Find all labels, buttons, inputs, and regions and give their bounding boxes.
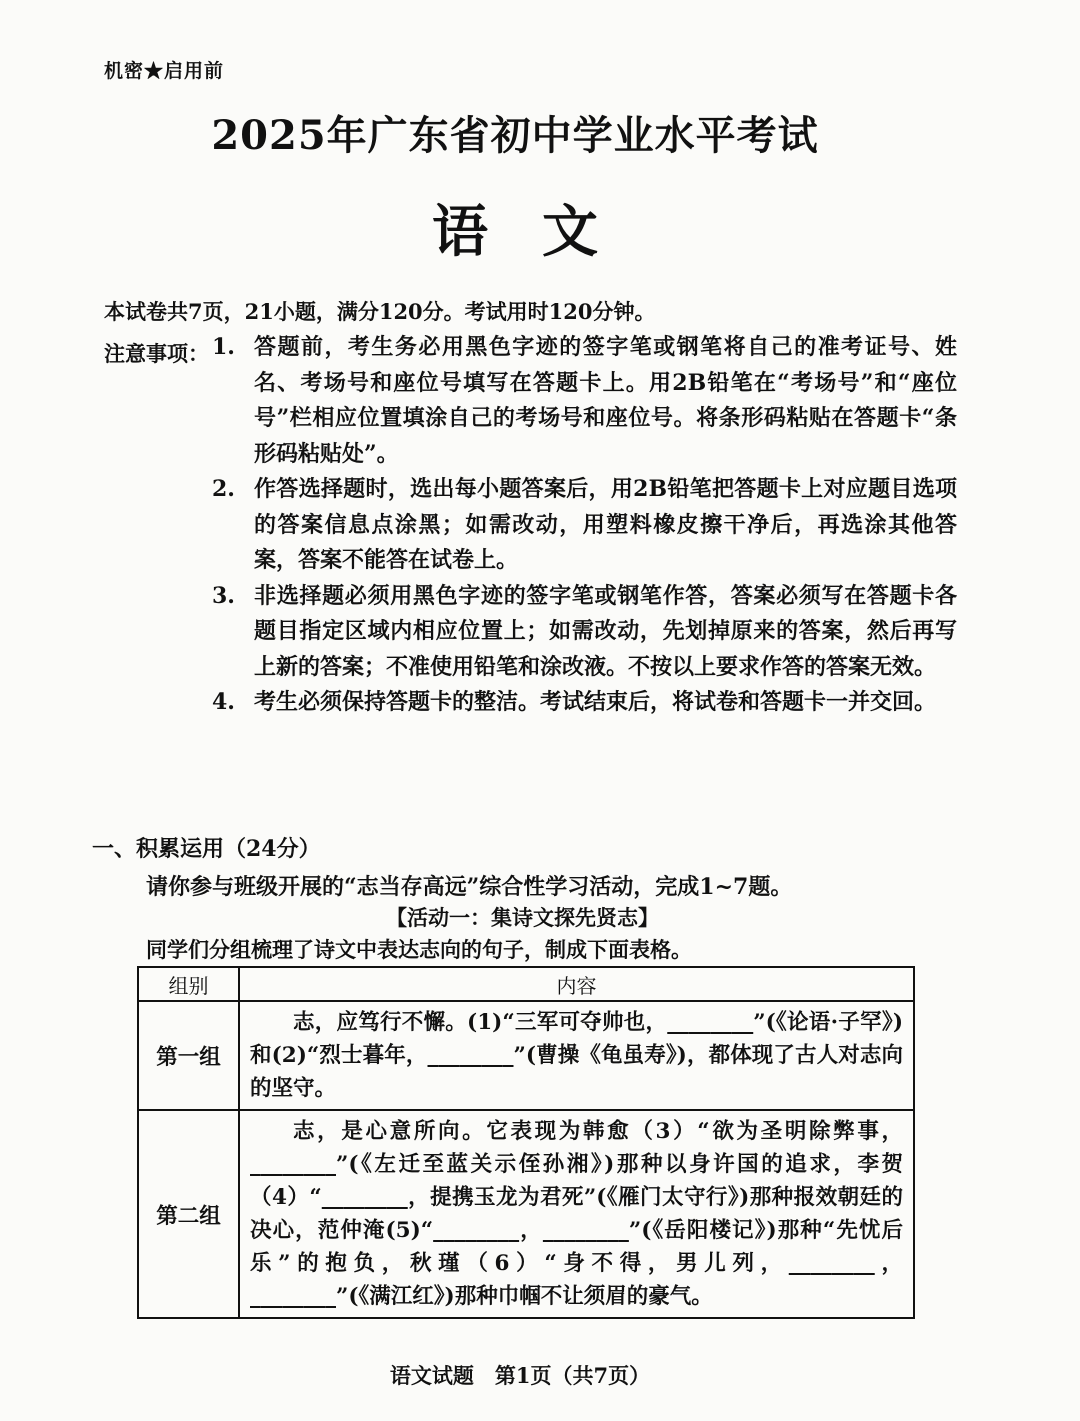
note-number: 4. <box>212 689 235 715</box>
note-number: 3. <box>212 582 235 609</box>
note-text: 考生必须保持答题卡的整洁。考试结束后，将试卷和答题卡一并交回。 <box>254 689 937 715</box>
note-text: 答题前，考生务必用黑色字迹的签字笔或钢笔将自己的准考证号、姓名、考场号和座位号填写在答题卡上。用2B铅笔在“考场号”和“座位号”栏相应位置填涂自己的考场号和座位号。将条形码粘贴在答题卡“条形码粘贴处”。 <box>254 334 957 467</box>
note-item <box>212 685 957 721</box>
confidential-mark: 机密★启用前 <box>104 60 225 82</box>
group-cell: 第二组 <box>138 1110 239 1318</box>
note-number: 1. <box>212 334 235 360</box>
header-group: 组别 <box>138 967 239 1001</box>
table-header-row <box>138 967 914 1001</box>
content-table <box>137 966 915 1319</box>
table-row <box>138 1001 914 1110</box>
note-item <box>212 472 957 579</box>
note-number: 2. <box>212 476 235 502</box>
content-cell <box>239 1110 914 1318</box>
exam-title: 2025年广东省初中学业水平考试 <box>211 112 819 159</box>
notes-label: 注意事项： <box>104 341 209 366</box>
content-cell <box>239 1001 914 1110</box>
exam-info: 本试卷共7页，21小题，满分120分。考试用时120分钟。 <box>104 299 656 324</box>
table-row <box>138 1110 914 1318</box>
activity-title: 【活动一：集诗文探先贤志】 <box>386 905 659 930</box>
header-content: 内容 <box>239 967 914 1001</box>
subject-title: 语文 <box>432 199 652 265</box>
table-intro: 同学们分组梳理了诗文中表达志向的句子，制成下面表格。 <box>146 937 692 962</box>
note-item <box>212 579 957 686</box>
section-title: 一、积累运用（24分） <box>92 836 321 862</box>
content-text: 志，是心意所向。它表现为韩愈（3）“欲为圣明除弊事，________”(《左迁至蓝关示侄孙湘》)那种以身许国的追求，李贺（4）“________，提携玉龙为君死”(《雁门太守行》)那种报效朝廷的决心，范仲淹(5)“________，________”(《岳阳楼记》)那种“先忧后乐”的抱负，秋瑾（6）“身不得，男儿列，________，________”(《满江红》)那种巾帼不让须眉的豪气。 <box>250 1119 903 1309</box>
content-text: 志，应笃行不懈。(1)“三军可夺帅也，________”(《论语·子罕》)和(2)“烈士暮年，________”(曹操《龟虽寿》)，都体现了古人对志向的坚守。 <box>250 1010 903 1101</box>
notes-list <box>212 330 957 721</box>
note-item <box>212 330 957 472</box>
note-text: 非选择题必须用黑色字迹的签字笔或钢笔作答，答案必须写在答题卡各题目指定区域内相应位置上；如需改动，先划掉原来的答案，然后再写上新的答案；不准使用铅笔和涂改液。不按以上要求作答的答案无效。 <box>254 582 957 680</box>
note-text: 作答选择题时，选出每小题答案后，用2B铅笔把答题卡上对应题目选项的答案信息点涂黑；如需改动，用塑料橡皮擦干净后，再选涂其他答案，答案不能答在试卷上。 <box>254 476 957 573</box>
group-cell: 第一组 <box>138 1001 239 1110</box>
section-intro: 请你参与班级开展的“志当存高远”综合性学习活动，完成1~7题。 <box>146 874 793 900</box>
page-footer: 语文试题 第1页（共7页） <box>389 1363 651 1388</box>
